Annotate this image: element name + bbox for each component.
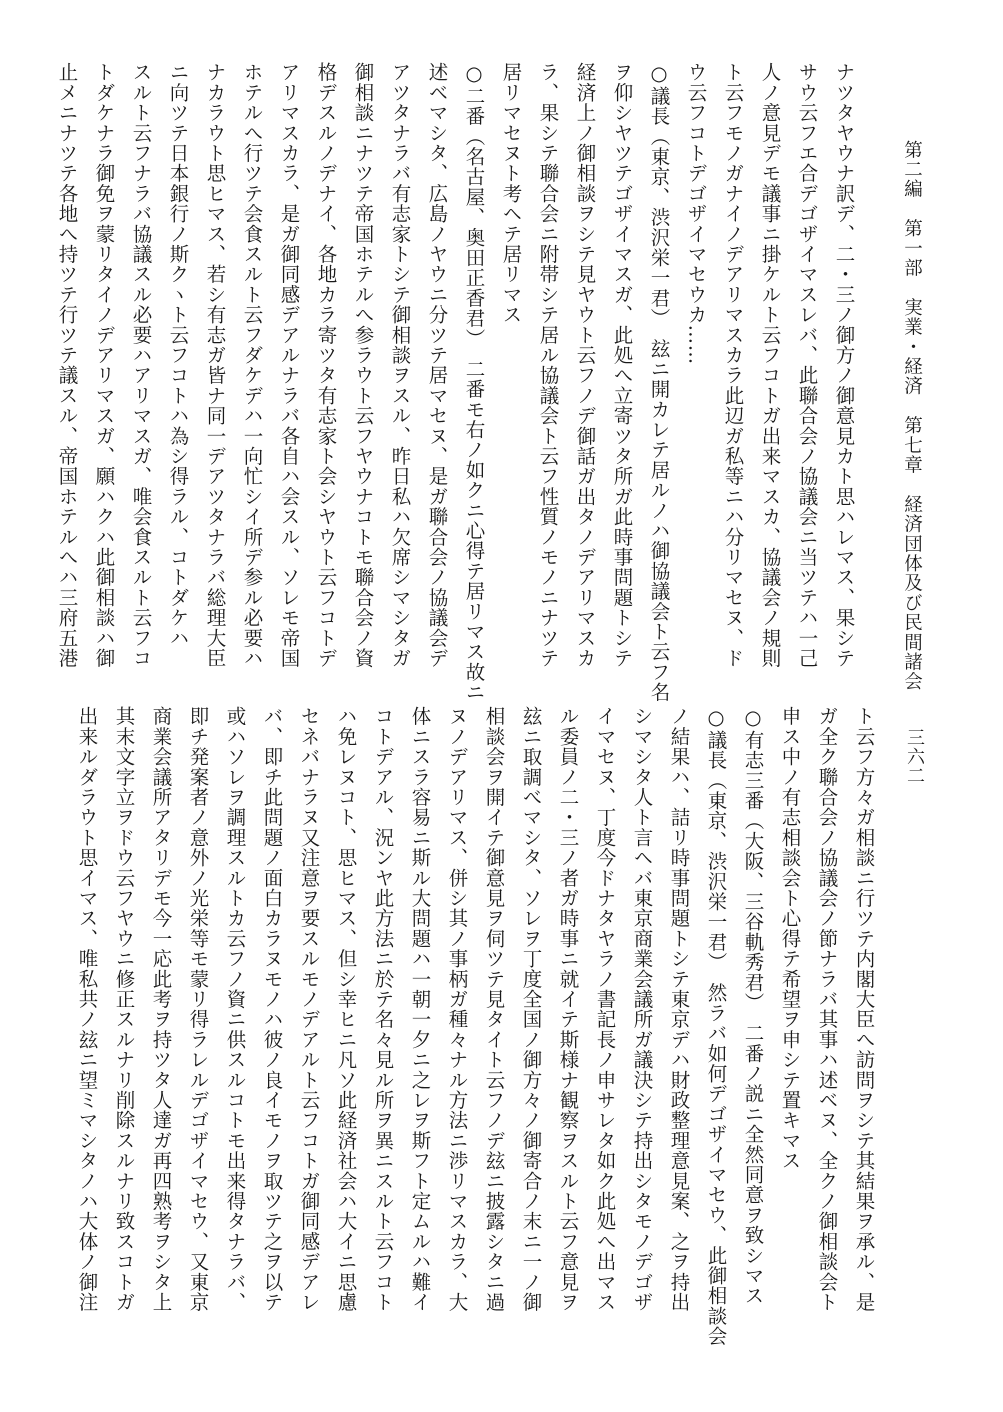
- text-column: ホテルへ行ツテ会食スルト云フダケデハ一向忙シイ所デ参ル必要ハ: [240, 62, 264, 668]
- text-column: 止メニナツテ各地へ持ツテ行ツテ議スル、帝国ホテルへハ三府五港: [55, 62, 79, 668]
- text-column: ヲ仰シヤツテゴザイマスガ、此処へ立寄ツタ所ガ此時事問題トシテ: [610, 62, 634, 668]
- text-column: セネバナラヌ又注意ヲ要スルモノデアルト云フコトガ御同感デアレ: [297, 706, 321, 1312]
- text-column: ラ、果シテ聯合会ニ附帯シテ居ル協議会ト云フ性質ノモノニナツテ: [536, 62, 560, 668]
- text-column: ル委員ノ二・三ノ者ガ時事ニ就イテ斯様ナ観察ヲスルト云フ意見ヲ: [556, 706, 580, 1312]
- text-column: 相談会ヲ開イテ御意見ヲ伺ツテ見タイト云フノデ玆ニ披露シタニ過: [482, 706, 506, 1312]
- text-column: 体ニスラ容易ニ斯ル大問題ハ一朝一夕ニ之レヲ斯フト定ムルハ難イ: [408, 706, 432, 1312]
- text-column: 即チ発案者ノ意外ノ光栄等モ蒙リ得ラレルデゴザイマセウ、又東京: [186, 706, 210, 1312]
- text-column: ナツタヤウナ訳デ、二・三ノ御方ノ御意見カト思ハレマス、果シテ: [832, 62, 856, 668]
- text-column: 述ベマシタ、広島ノヤウニ分ツテ居マセヌ、是ガ聯合会ノ協議会デ: [425, 62, 449, 668]
- text-column: スルト云フナラバ協議スル必要ハアリマスガ、唯会食スルト云フコ: [129, 62, 153, 668]
- text-column: 格デスルノデナイ、各地カラ寄ツタ有志家ト会シヤウト云フコトデ: [314, 62, 338, 668]
- text-column: 商業会議所アタリデモ今一応此考ヲ持ツタ人達ガ再四熟考ヲシタ上: [149, 706, 173, 1312]
- text-column: ヌノデアリマス、併シ其ノ事柄ガ種々ナル方法ニ渉リマスカラ、大: [445, 706, 469, 1312]
- text-column: シマシタ人ト言ヘバ東京商業会議所ガ議決シテ持出シタモノデゴザ: [630, 706, 654, 1312]
- text-column: 経済上ノ御相談ヲシテ見ヤウト云フノデ御話ガ出タノデアリマスカ: [573, 62, 597, 668]
- text-column: 或ハソレヲ調理スルトカ云フノ資ニ供スルコトモ出来得タナラバ、: [223, 706, 247, 1312]
- text-column: 御相談ニナツテ帝国ホテルへ参ラウト云フヤウナコトモ聯合会ノ資: [351, 62, 375, 668]
- page-number: 三六二: [904, 728, 925, 785]
- text-column: バ、即チ此問題ノ面白カラヌモノハ彼ノ良イモノヲ取ツテ之ヲ以テ: [260, 706, 284, 1312]
- text-column: ハ免レヌコト、思ヒマス、但シ幸ヒニ凡ソ此経済社会ハ大イニ思慮: [334, 706, 358, 1312]
- text-column: ナカラウト思ヒマス、若シ有志ガ皆ナ同一デアツタナラバ総理大臣: [203, 62, 227, 668]
- text-column: アリマスカラ、是ガ御同感デアルナラバ各自ハ会スル、ソレモ帝国: [277, 62, 301, 668]
- text-column: トダケナラ御免ヲ蒙リタイノデアリマスガ、願ハクハ此御相談ハ御: [92, 62, 116, 668]
- text-column: ト云フモノガナイノデアリマスカラ此辺ガ私等ニハ分リマセヌ、ド: [721, 62, 745, 668]
- text-column: 申ス中ノ有志相談会ト心得テ希望ヲ申シテ置キマス: [778, 706, 802, 1171]
- text-column: 其末文字立ヲドウ云フヤウニ修正スルナリ削除スルナリ致スコトガ: [112, 706, 136, 1312]
- text-column: コトデアル、況ンヤ此方法ニ於テ名々見ル所ヲ異ニスルト云フコト: [371, 706, 395, 1312]
- speaker-column: ○議長（東京、渋沢栄一君） 玆ニ開カレテ居ルノハ御協議会ト云フ名: [647, 62, 671, 703]
- text-column: 出来ルダラウト思イマス、唯私共ノ玆ニ望ミマシタノハ大体ノ御注: [75, 706, 99, 1312]
- text-column: ト云フ方々ガ相談ニ行ツテ内閣大臣へ訪問ヲシテ其結果ヲ承ル、是: [852, 706, 876, 1312]
- text-column: アツタナラバ有志家トシテ御相談ヲスル、昨日私ハ欠席シマシタガ: [388, 62, 412, 668]
- text-column: 居リマセヌト考ヘテ居リマス: [499, 62, 523, 325]
- running-header: 第二編 第一部 実業・経済 第七章 経済団体及び民間諸会: [901, 140, 923, 692]
- text-column: ガ全ク聯合会ノ協議会ノ節ナラバ其事ハ述ベヌ、全クノ御相談会ト: [815, 706, 839, 1312]
- text-column: サウ云フエ合デゴザイマスレバ、此聯合会ノ協議会ニ当ツテハ一己: [795, 62, 819, 668]
- text-column: 玆ニ取調べマシタ、ソレヲ丁度全国ノ御方々ノ御寄合ノ末ニ一ノ御: [519, 706, 543, 1312]
- text-column: 人ノ意見デモ議事ニ掛ケルト云フコトガ出来マスカ、協議会ノ規則: [758, 62, 782, 668]
- speaker-column: ○議長（東京、渋沢栄一君） 然ラバ如何デゴザイマセウ、此御相談会: [704, 706, 728, 1347]
- text-column: ニ向ツテ日本銀行ノ斯クヽト云フコトハ為シ得ラル、コトダケハ: [166, 62, 190, 648]
- speaker-column: ○二番（名古屋、奥田正香君） 二番モ右ノ如クニ心得テ居リマス故ニ: [462, 62, 486, 703]
- text-column: イマセヌ、丁度今ドナタヤラノ書記長ノ申サレタ如ク此処へ出マス: [593, 706, 617, 1312]
- text-column: ウ云フコトデゴザイマセウカ……: [684, 62, 708, 365]
- text-column: ノ結果ハ、詰リ時事問題トシテ東京デハ財政整理意見案、之ヲ持出: [667, 706, 691, 1312]
- speaker-column: ○有志三番（大阪、三谷軌秀君） 二番ノ説ニ全然同意ヲ致シマス: [741, 706, 765, 1306]
